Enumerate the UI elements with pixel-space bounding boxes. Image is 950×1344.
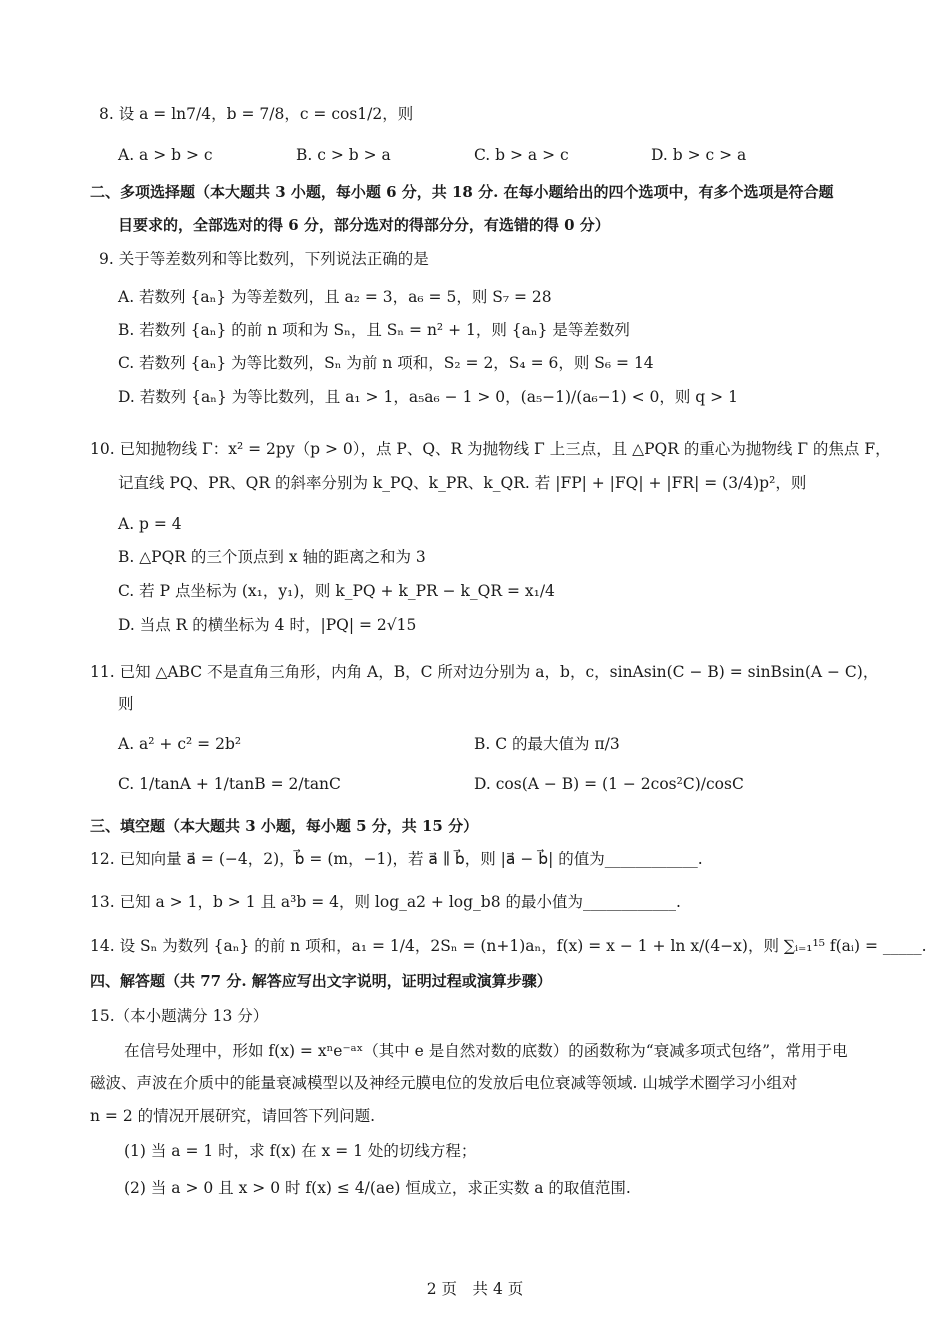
q9-option-b: B. 若数列 {aₙ} 的前 n 项和为 Sₙ，且 Sₙ = n² + 1，则 {aₙ} 是等差数列 bbox=[118, 321, 630, 339]
q15-subquestion-1: (1) 当 a = 1 时，求 f(x) 在 x = 1 处的切线方程； bbox=[124, 1142, 477, 1160]
q15-paragraph-line3: n = 2 的情况开展研究，请回答下列问题. bbox=[90, 1107, 376, 1125]
q8-option-c: C. b > a > c bbox=[474, 146, 569, 164]
q15-paragraph-line2: 磁波、声波在介质中的能量衰减模型以及神经元膜电位的发放后电位衰减等领域. 山城学术圈学习小组对 bbox=[90, 1074, 798, 1092]
q15-subquestion-2: (2) 当 a > 0 且 x > 0 时 f(x) ≤ 4/(ae) 恒成立，求正实数 a 的取值范围. bbox=[124, 1179, 631, 1197]
q9-option-d: D. 若数列 {aₙ} 为等比数列，且 a₁ > 1，a₅a₆ − 1 > 0，(a₅−1)/(a₆−1) < 0，则 q > 1 bbox=[118, 388, 738, 406]
q10-option-a: A. p = 4 bbox=[118, 515, 182, 533]
q15-paragraph-line1: 在信号处理中，形如 f(x) = xⁿe⁻ᵃˣ（其中 e 是自然对数的底数）的函数称为“衰减多项式包络”，常用于电 bbox=[124, 1042, 848, 1060]
q10-option-d: D. 当点 R 的横坐标为 4 时，|PQ| = 2√15 bbox=[118, 616, 417, 634]
section4-heading: 四、解答题（共 77 分. 解答应写出文字说明，证明过程或演算步骤） bbox=[90, 972, 552, 990]
q15-heading: 15.（本小题满分 13 分） bbox=[90, 1007, 269, 1025]
q9-stem: 9. 关于等差数列和等比数列，下列说法正确的是 bbox=[99, 250, 429, 268]
section2-heading-line2: 目要求的，全部选对的得 6 分，部分选对的得部分分，有选错的得 0 分） bbox=[118, 216, 610, 234]
q10-stem-line1: 10. 已知抛物线 Γ：x² = 2py（p > 0），点 P、Q、R 为抛物线 Γ 上三点，且 △PQR 的重心为抛物线 Γ 的焦点 F， bbox=[90, 440, 891, 458]
q14-text: 14. 设 Sₙ 为数列 {aₙ} 的前 n 项和，a₁ = 1/4，2Sₙ = (n+1)aₙ，f(x) = x − 1 + ln x/(4−x)，则 ∑ᵢ₌₁¹⁵ f(aᵢ) = _____. bbox=[90, 937, 927, 955]
section2-heading-line1: 二、多项选择题（本大题共 3 小题，每小题 6 分，共 18 分. 在每小题给出的四个选项中，有多个选项是符合题 bbox=[90, 183, 834, 201]
page-footer: 2 页 共 4 页 bbox=[426, 1280, 524, 1298]
q8-option-b: B. c > b > a bbox=[296, 146, 391, 164]
q13-text: 13. 已知 a > 1，b > 1 且 a³b = 4，则 log_a2 + log_b8 的最小值为____________. bbox=[90, 893, 681, 911]
q10-option-c: C. 若 P 点坐标为 (x₁，y₁)，则 k_PQ + k_PR − k_QR = x₁/4 bbox=[118, 582, 555, 600]
q11-option-d: D. cos(A − B) = (1 − 2cos²C)/cosC bbox=[474, 775, 744, 793]
q11-option-c: C. 1/tanA + 1/tanB = 2/tanC bbox=[118, 775, 341, 793]
q12-text: 12. 已知向量 a⃗ = (−4，2)，b⃗ = (m，−1)，若 a⃗ ∥ b⃗，则 |a⃗ − b⃗| 的值为____________. bbox=[90, 850, 703, 868]
q8-stem: 8. 设 a = ln7/4，b = 7/8，c = cos1/2，则 bbox=[99, 105, 414, 123]
section3-heading: 三、填空题（本大题共 3 小题，每小题 5 分，共 15 分） bbox=[90, 817, 479, 835]
q9-option-c: C. 若数列 {aₙ} 为等比数列，Sₙ 为前 n 项和，S₂ = 2，S₄ = 6，则 S₆ = 14 bbox=[118, 354, 654, 372]
q8-option-d: D. b > c > a bbox=[651, 146, 747, 164]
q11-option-a: A. a² + c² = 2b² bbox=[118, 735, 242, 753]
q11-option-b: B. C 的最大值为 π/3 bbox=[474, 735, 620, 753]
q10-option-b: B. △PQR 的三个顶点到 x 轴的距离之和为 3 bbox=[118, 548, 426, 566]
q9-option-a: A. 若数列 {aₙ} 为等差数列，且 a₂ = 3，a₆ = 5，则 S₇ = 28 bbox=[118, 288, 552, 306]
q11-stem-line1: 11. 已知 △ABC 不是直角三角形，内角 A，B，C 所对边分别为 a，b，c，sinAsin(C − B) = sinBsin(A − C)， bbox=[90, 663, 879, 681]
q8-option-a: A. a > b > c bbox=[118, 146, 213, 164]
q10-stem-line2: 记直线 PQ、PR、QR 的斜率分别为 k_PQ、k_PR、k_QR. 若 |FP| + |FQ| + |FR| = (3/4)p²，则 bbox=[118, 474, 807, 492]
q11-stem-line2: 则 bbox=[118, 695, 134, 713]
